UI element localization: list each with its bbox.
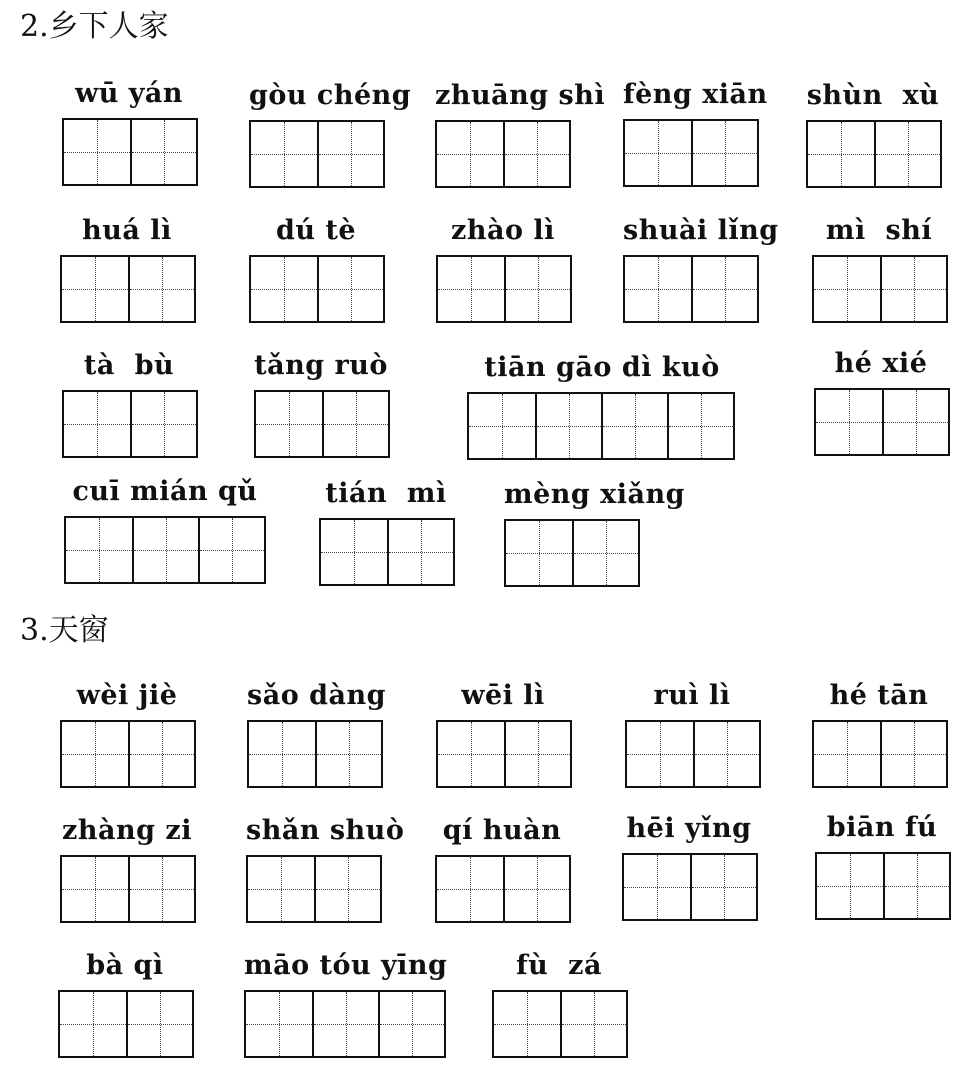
writing-cell[interactable] xyxy=(378,992,444,1056)
tianzige-boxes[interactable] xyxy=(435,855,571,923)
tianzige-boxes[interactable] xyxy=(436,720,572,788)
pinyin-label: tiān gāo dì kuò xyxy=(484,352,720,383)
writing-cell[interactable] xyxy=(387,520,453,584)
tianzige-boxes[interactable] xyxy=(244,990,446,1058)
writing-cell[interactable] xyxy=(691,257,757,321)
writing-cell[interactable] xyxy=(314,857,380,921)
writing-cell[interactable] xyxy=(560,992,626,1056)
tianzige-boxes[interactable] xyxy=(254,390,390,458)
writing-cell[interactable] xyxy=(601,394,667,458)
tianzige-boxes[interactable] xyxy=(246,855,382,923)
tianzige-boxes[interactable] xyxy=(625,720,761,788)
writing-cell[interactable] xyxy=(625,257,691,321)
pinyin-label: mèng xiǎng xyxy=(504,479,686,510)
writing-cell[interactable] xyxy=(437,122,503,186)
tianzige-boxes[interactable] xyxy=(504,519,640,587)
pinyin-label: cuī mián qǔ xyxy=(72,476,258,507)
pinyin-label: ruì lì xyxy=(653,680,731,711)
tianzige-boxes[interactable] xyxy=(58,990,194,1058)
tianzige-boxes[interactable] xyxy=(249,120,385,188)
writing-cell[interactable] xyxy=(535,394,601,458)
writing-cell[interactable] xyxy=(438,722,504,786)
pinyin-label: wū yán xyxy=(74,78,184,109)
writing-cell[interactable] xyxy=(504,722,570,786)
tianzige-boxes[interactable] xyxy=(249,255,385,323)
writing-cell[interactable] xyxy=(321,520,387,584)
writing-cell[interactable] xyxy=(64,120,130,184)
pinyin-label: wèi jiè xyxy=(76,680,178,711)
writing-cell[interactable] xyxy=(312,992,378,1056)
pinyin-label: zhuāng shì xyxy=(435,80,606,111)
pinyin-label: māo tóu yīng xyxy=(244,950,448,981)
writing-cell[interactable] xyxy=(128,857,194,921)
pinyin-label: mì shí xyxy=(825,215,933,246)
pinyin-label: bà qì xyxy=(86,950,164,981)
pinyin-label: biān fú xyxy=(826,812,938,843)
writing-cell[interactable] xyxy=(130,392,196,456)
pinyin-label: hé xié xyxy=(834,348,928,379)
writing-cell[interactable] xyxy=(690,855,756,919)
writing-cell[interactable] xyxy=(66,518,132,582)
pinyin-label: sǎo dàng xyxy=(247,680,386,711)
section-title: 3.天窗 xyxy=(20,613,109,648)
pinyin-label: hēi yǐng xyxy=(626,813,752,844)
pinyin-label: shuài lǐng xyxy=(623,215,779,246)
writing-cell[interactable] xyxy=(128,722,194,786)
writing-cell[interactable] xyxy=(874,122,940,186)
tianzige-boxes[interactable] xyxy=(60,855,196,923)
writing-cell[interactable] xyxy=(437,857,503,921)
writing-cell[interactable] xyxy=(506,521,572,585)
writing-cell[interactable] xyxy=(128,257,194,321)
pinyin-label: hé tān xyxy=(829,680,929,711)
pinyin-label: tián mì xyxy=(325,478,447,509)
writing-cell[interactable] xyxy=(256,392,322,456)
writing-cell[interactable] xyxy=(132,518,198,582)
pinyin-label: shùn xù xyxy=(806,80,940,111)
writing-cell[interactable] xyxy=(130,120,196,184)
writing-cell[interactable] xyxy=(249,722,315,786)
writing-cell[interactable] xyxy=(62,722,128,786)
writing-cell[interactable] xyxy=(438,257,504,321)
pinyin-label: tǎng ruò xyxy=(254,350,388,381)
writing-cell[interactable] xyxy=(880,257,946,321)
tianzige-boxes[interactable] xyxy=(812,720,948,788)
writing-cell[interactable] xyxy=(816,390,882,454)
writing-cell[interactable] xyxy=(691,121,757,185)
tianzige-boxes[interactable] xyxy=(319,518,455,586)
pinyin-label: huá lì xyxy=(82,215,172,246)
pinyin-label: shǎn shuò xyxy=(246,815,405,846)
writing-cell[interactable] xyxy=(504,257,570,321)
pinyin-label: fù zá xyxy=(516,950,602,981)
tianzige-boxes[interactable] xyxy=(64,516,266,584)
writing-cell[interactable] xyxy=(60,992,126,1056)
writing-cell[interactable] xyxy=(251,257,317,321)
writing-cell[interactable] xyxy=(814,722,880,786)
writing-cell[interactable] xyxy=(62,857,128,921)
tianzige-boxes[interactable] xyxy=(436,255,572,323)
tianzige-boxes[interactable] xyxy=(247,720,383,788)
tianzige-boxes[interactable] xyxy=(435,120,571,188)
writing-cell[interactable] xyxy=(64,392,130,456)
pinyin-label: tà bù xyxy=(83,350,175,381)
tianzige-boxes[interactable] xyxy=(814,388,950,456)
tianzige-boxes[interactable] xyxy=(467,392,735,460)
writing-cell[interactable] xyxy=(126,992,192,1056)
tianzige-boxes[interactable] xyxy=(815,852,951,920)
writing-cell[interactable] xyxy=(248,857,314,921)
writing-cell[interactable] xyxy=(627,722,693,786)
writing-cell[interactable] xyxy=(880,722,946,786)
writing-cell[interactable] xyxy=(246,992,312,1056)
writing-cell[interactable] xyxy=(315,722,381,786)
writing-cell[interactable] xyxy=(572,521,638,585)
writing-cell[interactable] xyxy=(883,854,949,918)
writing-cell[interactable] xyxy=(503,122,569,186)
pinyin-label: qí huàn xyxy=(442,815,562,846)
writing-cell[interactable] xyxy=(624,855,690,919)
tianzige-boxes[interactable] xyxy=(806,120,942,188)
tianzige-boxes[interactable] xyxy=(492,990,628,1058)
writing-cell[interactable] xyxy=(469,394,535,458)
tianzige-boxes[interactable] xyxy=(62,390,198,458)
writing-cell[interactable] xyxy=(625,121,691,185)
tianzige-boxes[interactable] xyxy=(60,255,196,323)
writing-cell[interactable] xyxy=(503,857,569,921)
tianzige-boxes[interactable] xyxy=(812,255,948,323)
tianzige-boxes[interactable] xyxy=(623,119,759,187)
writing-cell[interactable] xyxy=(494,992,560,1056)
tianzige-boxes[interactable] xyxy=(622,853,758,921)
pinyin-label: fèng xiān xyxy=(623,79,768,110)
writing-cell[interactable] xyxy=(317,122,383,186)
writing-cell[interactable] xyxy=(817,854,883,918)
writing-cell[interactable] xyxy=(198,518,264,582)
section-title: 2.乡下人家 xyxy=(20,9,169,44)
writing-cell[interactable] xyxy=(251,122,317,186)
writing-cell[interactable] xyxy=(62,257,128,321)
tianzige-boxes[interactable] xyxy=(60,720,196,788)
pinyin-label: wēi lì xyxy=(461,680,545,711)
pinyin-label: zhào lì xyxy=(451,215,555,246)
writing-cell[interactable] xyxy=(808,122,874,186)
writing-cell[interactable] xyxy=(693,722,759,786)
pinyin-label: zhàng zi xyxy=(62,815,192,846)
writing-cell[interactable] xyxy=(317,257,383,321)
pinyin-label: dú tè xyxy=(275,215,357,246)
tianzige-boxes[interactable] xyxy=(62,118,198,186)
pinyin-label: gòu chéng xyxy=(249,80,412,111)
writing-cell[interactable] xyxy=(814,257,880,321)
writing-cell[interactable] xyxy=(882,390,948,454)
writing-cell[interactable] xyxy=(667,394,733,458)
tianzige-boxes[interactable] xyxy=(623,255,759,323)
writing-cell[interactable] xyxy=(322,392,388,456)
